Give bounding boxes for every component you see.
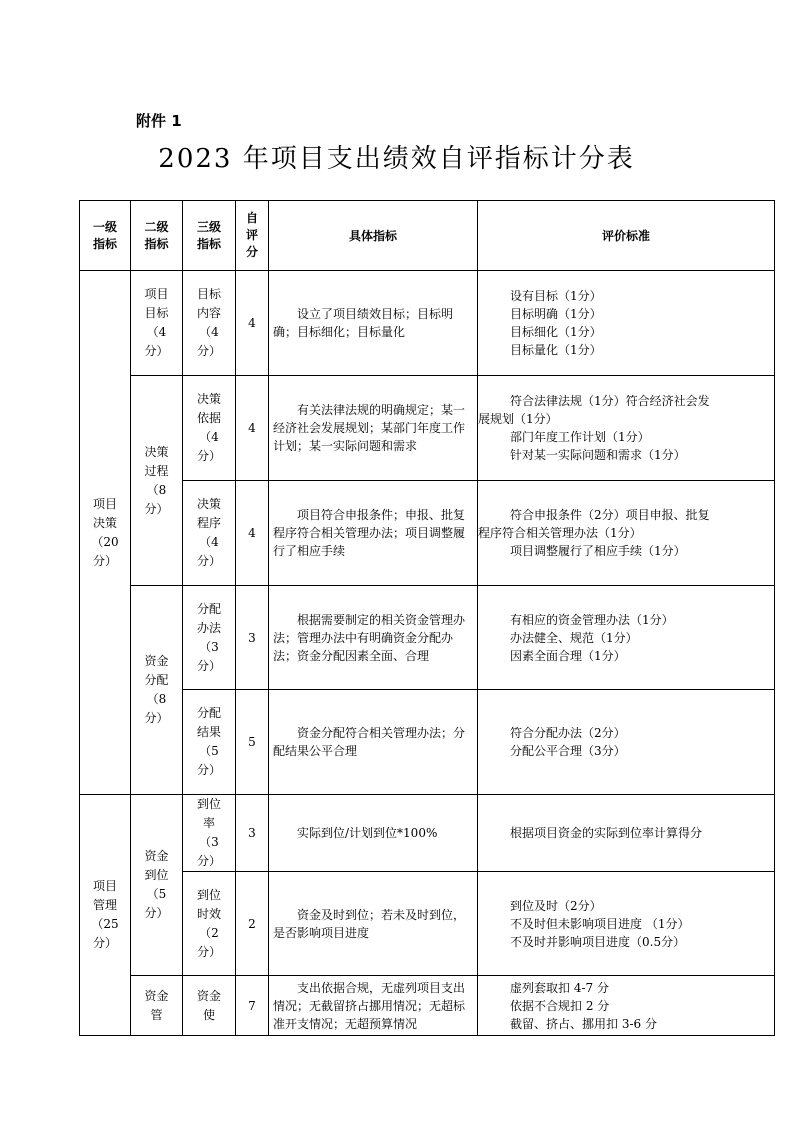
- level2-allocation: 资金分配（8分）: [131, 586, 183, 795]
- spec-cell: 资金分配符合相关管理办法；分配结果公平合理: [269, 690, 478, 795]
- header-score: 自评分: [236, 201, 269, 271]
- score-cell: 3: [236, 586, 269, 690]
- standard-cell: 符合分配办法（2分） 分配公平合理（3分）: [478, 690, 775, 795]
- table-row: [80, 872, 775, 976]
- score-cell: 3: [236, 795, 269, 872]
- spec-cell: 设立了项目绩效目标；目标明确；目标细化；目标量化: [269, 271, 478, 376]
- score-cell: 7: [236, 976, 269, 1036]
- level3-cell: 决策程序（4分）: [183, 481, 236, 586]
- header-level1: 一级指标: [80, 201, 131, 271]
- table-row: [80, 795, 775, 872]
- standard-cell: 符合法律法规（1分）符合经济社会发 展规划（1分） 部门年度工作计划（1分） 针对某一实际问题和需求（1分）: [478, 376, 775, 481]
- score-table: [79, 200, 775, 1036]
- table-row: [80, 586, 775, 690]
- table-row: [80, 271, 775, 376]
- score-cell: 4: [236, 271, 269, 376]
- score-cell: 4: [236, 481, 269, 586]
- standard-cell: 到位及时（2分） 不及时但未影响项目进度 （1分） 不及时并影响项目进度（0.5分）: [478, 872, 775, 976]
- spec-cell: 资金及时到位；若未及时到位，是否影响项目进度: [269, 872, 478, 976]
- level3-cell: 到位率（3分）: [183, 795, 236, 872]
- table-row: [80, 376, 775, 481]
- level2-process: 决策过程（8分）: [131, 376, 183, 586]
- spec-cell: 根据需要制定的相关资金管理办法；管理办法中有明确资金分配办法；资金分配因素全面、合理: [269, 586, 478, 690]
- standard-cell: 虚列套取扣 4-7 分 依据不合规扣 2 分 截留、挤占、挪用扣 3-6 分: [478, 976, 775, 1036]
- spec-cell: 项目符合申报条件；申报、批复程序符合相关管理办法；项目调整履行了相应手续: [269, 481, 478, 586]
- level3-cell: 决策依据（4分）: [183, 376, 236, 481]
- level1-management: 项目管理（25分）: [80, 795, 131, 1036]
- spec-cell: 实际到位/计划到位*100%: [269, 795, 478, 872]
- page-title: 2023 年项目支出绩效自评指标计分表: [158, 144, 635, 174]
- level3-cell: 资金使: [183, 976, 236, 1036]
- standard-cell: 有相应的资金管理办法（1分） 办法健全、规范（1分） 因素全面合理（1分）: [478, 586, 775, 690]
- level3-cell: 分配办法（3分）: [183, 586, 236, 690]
- standard-cell: 设有目标（1分） 目标明确（1分） 目标细化（1分） 目标量化（1分）: [478, 271, 775, 376]
- header-spec: 具体指标: [269, 201, 478, 271]
- attachment-label: 附件 1: [136, 112, 182, 130]
- score-cell: 4: [236, 376, 269, 481]
- level2-arrival: 资金到位（5分）: [131, 795, 183, 976]
- spec-cell: 有关法律法规的明确规定；某一经济社会发展规划；某部门年度工作计划；某一实际问题和需求: [269, 376, 478, 481]
- level1-decision: 项目决策（20分）: [80, 271, 131, 795]
- spec-cell: 支出依据合规，无虚列项目支出情况；无截留挤占挪用情况；无超标准开支情况；无超预算情况: [269, 976, 478, 1036]
- standard-cell: 根据项目资金的实际到位率计算得分: [478, 795, 775, 872]
- table-row: [80, 976, 775, 1036]
- header-level2: 二级指标: [131, 201, 183, 271]
- standard-cell: 符合申报条件（2分）项目申报、批复 程序符合相关管理办法（1分） 项目调整履行了相应手续（1分）: [478, 481, 775, 586]
- table-row: [80, 690, 775, 795]
- header-standard: 评价标准: [478, 201, 775, 271]
- level3-cell: 目标内容（4分）: [183, 271, 236, 376]
- score-cell: 2: [236, 872, 269, 976]
- header-level3: 三级指标: [183, 201, 236, 271]
- level2-target: 项目目标（4分）: [131, 271, 183, 376]
- table-header-row: [80, 201, 775, 271]
- level3-cell: 到位时效（2分）: [183, 872, 236, 976]
- level3-cell: 分配结果（5分）: [183, 690, 236, 795]
- score-cell: 5: [236, 690, 269, 795]
- table-row: [80, 481, 775, 586]
- level2-fundmgmt: 资金管: [131, 976, 183, 1036]
